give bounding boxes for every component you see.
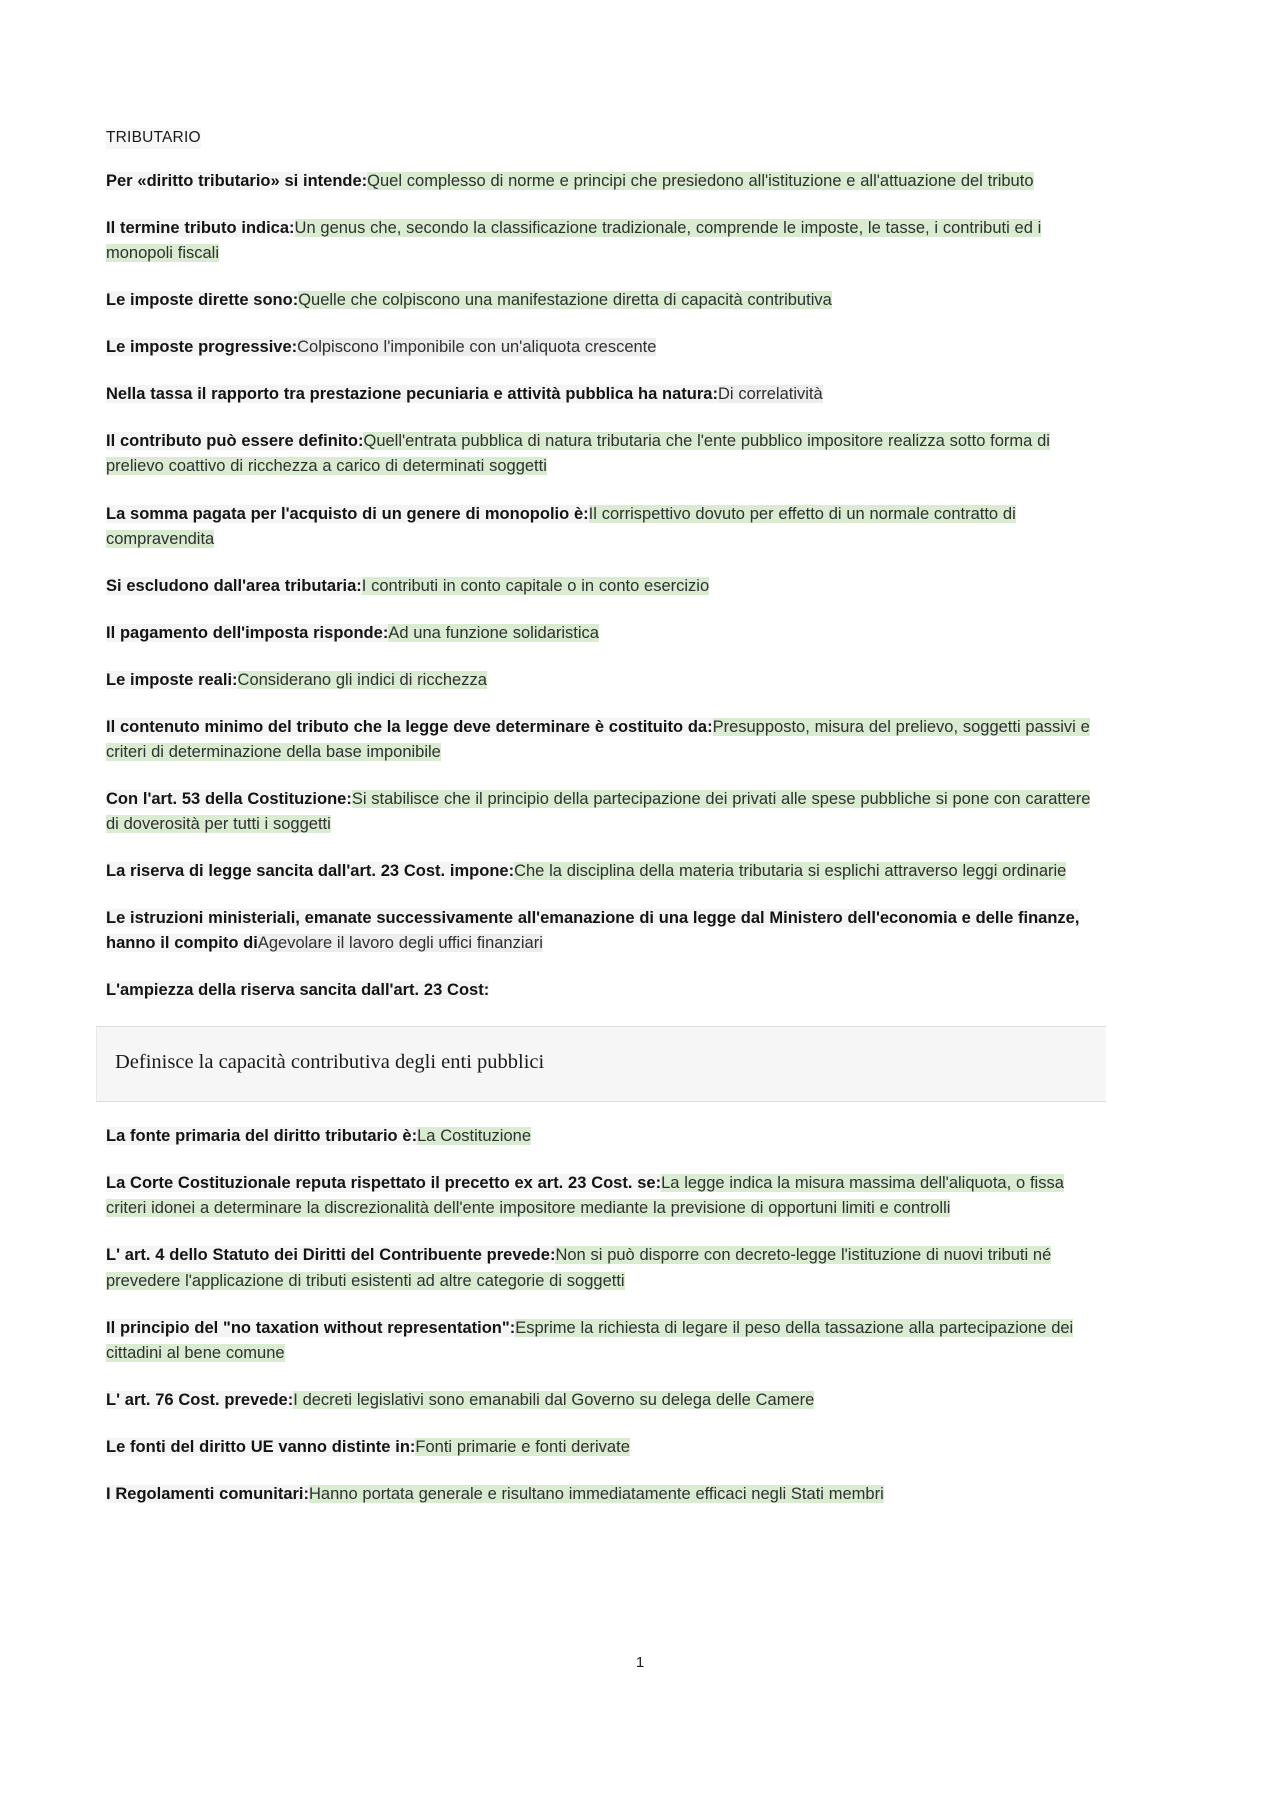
qa-question: Per «diritto tributario» si intende: (106, 171, 368, 190)
qa-answer: La Costituzione (417, 1127, 531, 1146)
qa-answer: Ad una funzione solidaristica (388, 623, 599, 642)
qa-answer: Presupposto, misura del prelievo, soggetti passivi e criteri di determinazione della base imponibile (106, 717, 1090, 762)
qa-question: I Regolamenti comunitari: (106, 1484, 310, 1503)
qa-question: Le imposte progressive: (106, 338, 298, 357)
qa-question: Il contributo può essere definito: (106, 432, 364, 451)
qa-question: L' art. 76 Cost. prevede: (106, 1390, 294, 1409)
qa-question: Le istruzioni ministeriali, emanate successivamente all'emanazione di una legge dal Ministero dell'economia e delle finanze, hanno il compito di (106, 909, 1080, 953)
qa-entry (106, 668, 1105, 693)
qa-entry (106, 288, 1105, 313)
qa-entry (106, 1171, 1105, 1221)
boxed-answer-panel (96, 1026, 1106, 1103)
qa-question: Il pagamento dell'imposta risponde: (106, 623, 389, 642)
qa-question: Il principio del "no taxation without representation": (106, 1318, 516, 1337)
qa-entry (106, 502, 1105, 552)
qa-answer: Colpiscono l'imponibile con un'aliquota crescente (297, 338, 657, 357)
qa-answer: Che la disciplina della materia tributaria si esplichi attraverso leggi ordinarie (514, 862, 1067, 881)
qa-entry (106, 787, 1105, 837)
qa-entry (106, 1388, 1105, 1413)
qa-answer: Quell'entrata pubblica di natura tributaria che l'ente pubblico impositore realizza sotto forma di prelievo coattivo di ricchezza a carico di determinati soggetti (106, 432, 1050, 476)
qa-entry (106, 335, 1105, 360)
qa-entry (106, 621, 1105, 646)
qa-answer: Considerano gli indici di ricchezza (237, 670, 487, 689)
qa-entry (106, 1243, 1105, 1293)
qa-answer: Quelle che colpiscono una manifestazione diretta di capacità contributiva (298, 291, 832, 310)
qa-question: La somma pagata per l'acquisto di un genere di monopolio è: (106, 504, 589, 523)
qa-answer: Il corrispettivo dovuto per effetto di un normale contratto di compravendita (106, 504, 1016, 548)
qa-answer: I decreti legislativi sono emanabili dal Governo su delega delle Camere (293, 1390, 815, 1409)
qa-list-top (106, 169, 1105, 1004)
qa-question: La riserva di legge sancita dall'art. 23 Cost. impone: (106, 862, 515, 881)
qa-entry (106, 382, 1105, 407)
qa-entry (106, 1124, 1105, 1149)
qa-question: Le fonti del diritto UE vanno distinte in: (106, 1437, 416, 1456)
qa-question: Le imposte reali: (106, 670, 238, 689)
qa-answer: Agevolare il lavoro degli uffici finanziari (257, 934, 543, 953)
qa-entry (106, 1435, 1105, 1460)
qa-answer: Quel complesso di norme e principi che presiedono all'istituzione e all'attuazione del tributo (367, 171, 1034, 190)
qa-answer: Esprime la richiesta di legare il peso della tassazione alla partecipazione dei cittadini al bene comune (106, 1318, 1074, 1362)
qa-answer: Di correlatività (717, 385, 823, 404)
qa-entry (106, 715, 1105, 765)
page-title: TRIBUTARIO (106, 128, 201, 149)
qa-entry (106, 169, 1105, 194)
qa-question: Il contenuto minimo del tributo che la legge deve determinare è costituito da: (106, 717, 713, 736)
qa-question: Con l'art. 53 della Costituzione: (106, 790, 352, 809)
qa-question: La Corte Costituzionale reputa rispettato il precetto ex art. 23 Cost. se: (106, 1174, 662, 1193)
qa-question: L' art. 4 dello Statuto dei Diritti del Contribuente prevede: (106, 1246, 556, 1265)
qa-answer: Fonti primarie e fonti derivate (415, 1437, 630, 1456)
qa-entry (106, 978, 1105, 1003)
boxed-answer-text: Definisce la capacità contributiva degli enti pubblici (115, 1050, 545, 1073)
qa-answer: Un genus che, secondo la classificazione tradizionale, comprende le imposte, le tasse, i contributi ed i monopoli fiscali (106, 219, 1042, 263)
qa-question: Il termine tributo indica: (106, 219, 295, 237)
qa-answer: I contributi in conto capitale o in conto esercizio (361, 576, 710, 595)
qa-question: Le imposte dirette sono: (106, 291, 299, 310)
qa-entry (106, 429, 1105, 479)
qa-answer: La legge indica la misura massima dell'aliquota, o fissa criteri idonei a determinare la discrezionalità dell'ente impositore mediante la previsione di opportuni limiti e controlli (106, 1174, 1064, 1218)
qa-question: Si escludono dall'area tributaria: (106, 576, 362, 595)
qa-question: Nella tassa il rapporto tra prestazione pecuniaria e attività pubblica ha natura: (106, 385, 718, 404)
qa-question: L'ampiezza della riserva sancita dall'art. 23 Cost: (106, 981, 490, 1000)
qa-entry (106, 1482, 1105, 1507)
qa-list-bottom (106, 1124, 1105, 1507)
qa-entry (106, 859, 1105, 884)
qa-question: La fonte primaria del diritto tributario è: (106, 1127, 418, 1146)
qa-answer: Si stabilisce che il principio della partecipazione dei privati alle spese pubbliche si pone con carattere di doverosità per tutti i soggetti (106, 790, 1091, 834)
qa-entry (106, 216, 1105, 266)
qa-answer: Non si può disporre con decreto-legge l'istituzione di nuovi tributi né prevedere l'applicazione di tributi esistenti ad altre categorie di soggetti (106, 1246, 1052, 1290)
page-number: 1 (635, 1654, 645, 1671)
qa-answer: Hanno portata generale e risultano immediatamente efficaci negli Stati membri (309, 1484, 884, 1503)
qa-entry (106, 1316, 1105, 1366)
qa-entry (106, 906, 1105, 956)
qa-entry (106, 574, 1105, 599)
